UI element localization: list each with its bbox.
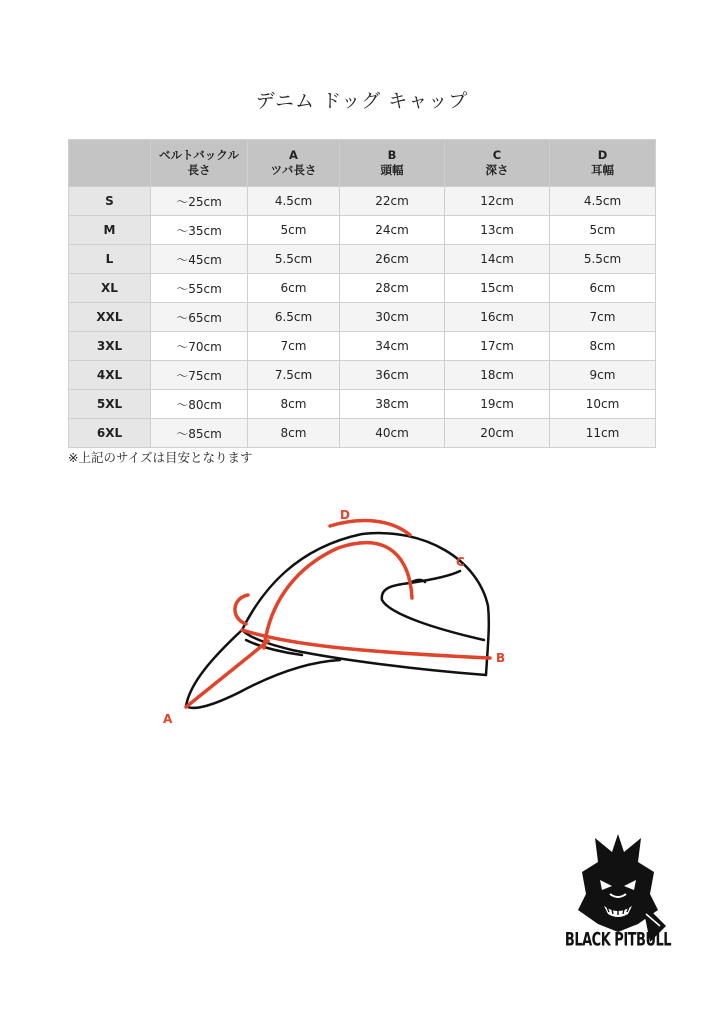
value-cell-b: 30cm	[340, 303, 445, 332]
cap-diagram	[150, 500, 530, 730]
value-cell-d: 7cm	[550, 303, 656, 332]
size-note: ※上記のサイズは目安となります	[68, 450, 253, 465]
size-label-cell: XL	[69, 274, 151, 303]
value-cell-c: 16cm	[445, 303, 550, 332]
value-cell-buckle: ～65cm	[151, 303, 248, 332]
header-a: A ツバ長さ	[248, 140, 340, 187]
label-a: A	[163, 712, 173, 726]
value-cell-b: 24cm	[340, 216, 445, 245]
size-label-cell: L	[69, 245, 151, 274]
size-label-cell: 6XL	[69, 419, 151, 448]
value-cell-buckle: ～80cm	[151, 390, 248, 419]
value-cell-c: 13cm	[445, 216, 550, 245]
table-row	[69, 361, 656, 390]
measure-line-a-arc	[235, 595, 248, 624]
cap-outline	[186, 533, 489, 708]
value-cell-d: 11cm	[550, 419, 656, 448]
value-cell-b: 36cm	[340, 361, 445, 390]
value-cell-d: 10cm	[550, 390, 656, 419]
header-b: B 頭幅	[340, 140, 445, 187]
value-cell-buckle: ～85cm	[151, 419, 248, 448]
value-cell-c: 12cm	[445, 187, 550, 216]
table-row	[69, 390, 656, 419]
page-title: デニム ドッグ キャップ	[255, 90, 469, 112]
table-row	[69, 303, 656, 332]
value-cell-c: 20cm	[445, 419, 550, 448]
size-label-cell: 5XL	[69, 390, 151, 419]
brand-name: BLACK PITBULL	[564, 930, 672, 951]
value-cell-d: 4.5cm	[550, 187, 656, 216]
value-cell-a: 6.5cm	[248, 303, 340, 332]
header-blank	[69, 140, 151, 187]
value-cell-a: 7.5cm	[248, 361, 340, 390]
table-row	[69, 332, 656, 361]
size-label-cell: XXL	[69, 303, 151, 332]
value-cell-b: 28cm	[340, 274, 445, 303]
value-cell-buckle: ～25cm	[151, 187, 248, 216]
label-d: D	[340, 508, 350, 522]
value-cell-d: 5.5cm	[550, 245, 656, 274]
table-header-row	[69, 140, 656, 187]
value-cell-a: 6cm	[248, 274, 340, 303]
size-label-cell: M	[69, 216, 151, 245]
value-cell-b: 34cm	[340, 332, 445, 361]
value-cell-c: 17cm	[445, 332, 550, 361]
value-cell-buckle: ～75cm	[151, 361, 248, 390]
value-cell-d: 8cm	[550, 332, 656, 361]
label-c: C	[456, 555, 465, 569]
table-row	[69, 419, 656, 448]
value-cell-b: 40cm	[340, 419, 445, 448]
value-cell-a: 5.5cm	[248, 245, 340, 274]
value-cell-buckle: ～55cm	[151, 274, 248, 303]
value-cell-a: 8cm	[248, 390, 340, 419]
value-cell-b: 22cm	[340, 187, 445, 216]
value-cell-c: 18cm	[445, 361, 550, 390]
value-cell-a: 8cm	[248, 419, 340, 448]
value-cell-a: 7cm	[248, 332, 340, 361]
table-row	[69, 216, 656, 245]
size-label-cell: 3XL	[69, 332, 151, 361]
header-buckle: ベルトバックル 長さ	[151, 140, 248, 187]
value-cell-b: 38cm	[340, 390, 445, 419]
label-b: B	[496, 651, 506, 665]
value-cell-d: 5cm	[550, 216, 656, 245]
value-cell-d: 9cm	[550, 361, 656, 390]
value-cell-b: 26cm	[340, 245, 445, 274]
size-table	[68, 139, 656, 448]
header-d: D 耳幅	[550, 140, 656, 187]
value-cell-a: 5cm	[248, 216, 340, 245]
value-cell-buckle: ～70cm	[151, 332, 248, 361]
value-cell-buckle: ～45cm	[151, 245, 248, 274]
size-label-cell: 4XL	[69, 361, 151, 390]
value-cell-c: 19cm	[445, 390, 550, 419]
value-cell-buckle: ～35cm	[151, 216, 248, 245]
header-c: C 深さ	[445, 140, 550, 187]
value-cell-c: 14cm	[445, 245, 550, 274]
value-cell-a: 4.5cm	[248, 187, 340, 216]
table-row	[69, 274, 656, 303]
value-cell-c: 15cm	[445, 274, 550, 303]
pitbull-head-icon	[578, 834, 666, 942]
table-row	[69, 245, 656, 274]
value-cell-d: 6cm	[550, 274, 656, 303]
table-row	[69, 187, 656, 216]
size-label-cell: S	[69, 187, 151, 216]
